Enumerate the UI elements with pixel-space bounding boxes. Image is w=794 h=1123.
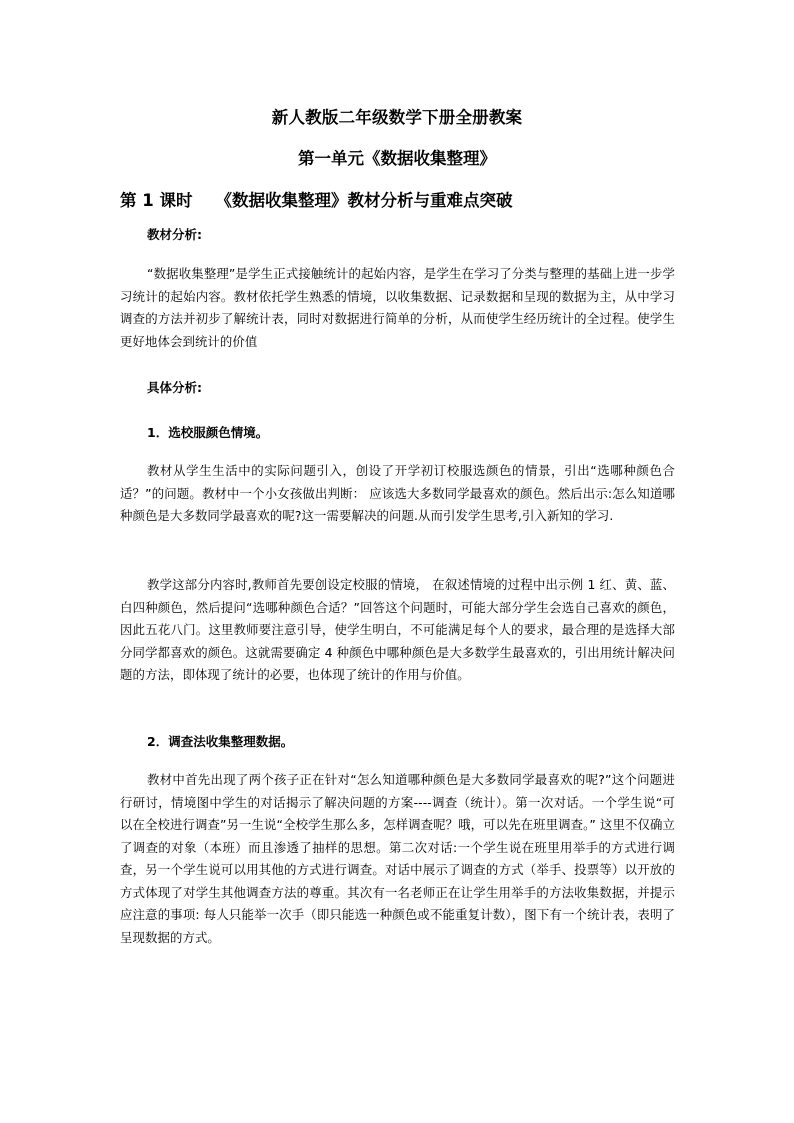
section-2-paragraph-1: 教材中首先出现了两个孩子正在针对“怎么知道哪种颜色是大多数同学最喜欢的呢?”这个问题进行研讨，情境图中学生的对话揭示了解决问题的方案----调查（统计）。第一次对话。一个学生说“可以在全校进行调查”另一生说“全校学生那么多，怎样调查呢？哦，可以先在班里调查。” 这里不仅确立了调查的对象（本班）而且渗透了抽样的思想。第二次对话:一个学生说在班里用举手的方式进行调查，另一个学生说可以用其他的方式进行调查。对话中展示了调查的方式（举手、投票等）以开放的方式体现了对学生其他调查方法的尊重。其次有一名老师正在让学生用举手的方法收集数据，并提示应注意的事项: 每人只能举一次手（即只能选一种颜色或不能重复计数），图下有一个统计表，表明了呈现数据的方式。 (120, 772, 675, 945)
section-1-paragraph-2: 教学这部分内容时,教师首先要创设定校服的情境， 在叙述情境的过程中出示例 1 红、黄、蓝、白四种颜色，然后提问“选哪种颜色合适？”回答这个问题时，可能大部分学生会选自己喜欢的颜色，因此五花八门。这里教师要注意引导，使学生明白，不可能满足每个人的要求，最合理的是选择大部分同学都喜欢的颜色。这就需要确定 4 种颜色中哪种颜色是大多数学生最喜欢的，引出用统计解决问题的方法，即体现了统计的必要，也体现了统计的作用与价值。 (120, 577, 675, 682)
analysis-paragraph: “数据收集整理”是学生正式接触统计的起始内容，是学生在学习了分类与整理的基础上进一步学习统计的起始内容。教材依托学生熟悉的情境，以收集数据、记录数据和呈现的数据为主，从中学习调查的方法并初步了解统计表，同时对数据进行简单的分析，从而使学生经历统计的全过程。使学生更好地体会到统计的价值 (120, 266, 675, 349)
document-title: 新人教版二年级数学下册全册教案 (271, 108, 523, 127)
detail-analysis-label: 具体分析: (147, 380, 202, 395)
section-heading-2: 2．调查法收集整理数据。 (147, 734, 294, 749)
unit-title: 第一单元《数据收集整理》 (298, 149, 496, 168)
section-heading-1: 1．选校服颜色情境。 (147, 425, 269, 440)
lesson-title: 第 1 课时 《数据收集整理》教材分析与重难点突破 (120, 191, 513, 210)
section-1-paragraph-1: 教材从学生生活中的实际问题引入，创设了开学初订校服选颜色的情景，引出“选哪种颜色合适？”的问题。教材中一个小女孩做出判断： 应该选大多数同学最喜欢的颜色。然后出示:怎么知道哪种颜色是大多数同学最喜欢的呢?这一需要解决的问题.从而引发学生思考,引入新知的学习. (120, 463, 675, 523)
analysis-label: 教材分析: (147, 227, 202, 242)
